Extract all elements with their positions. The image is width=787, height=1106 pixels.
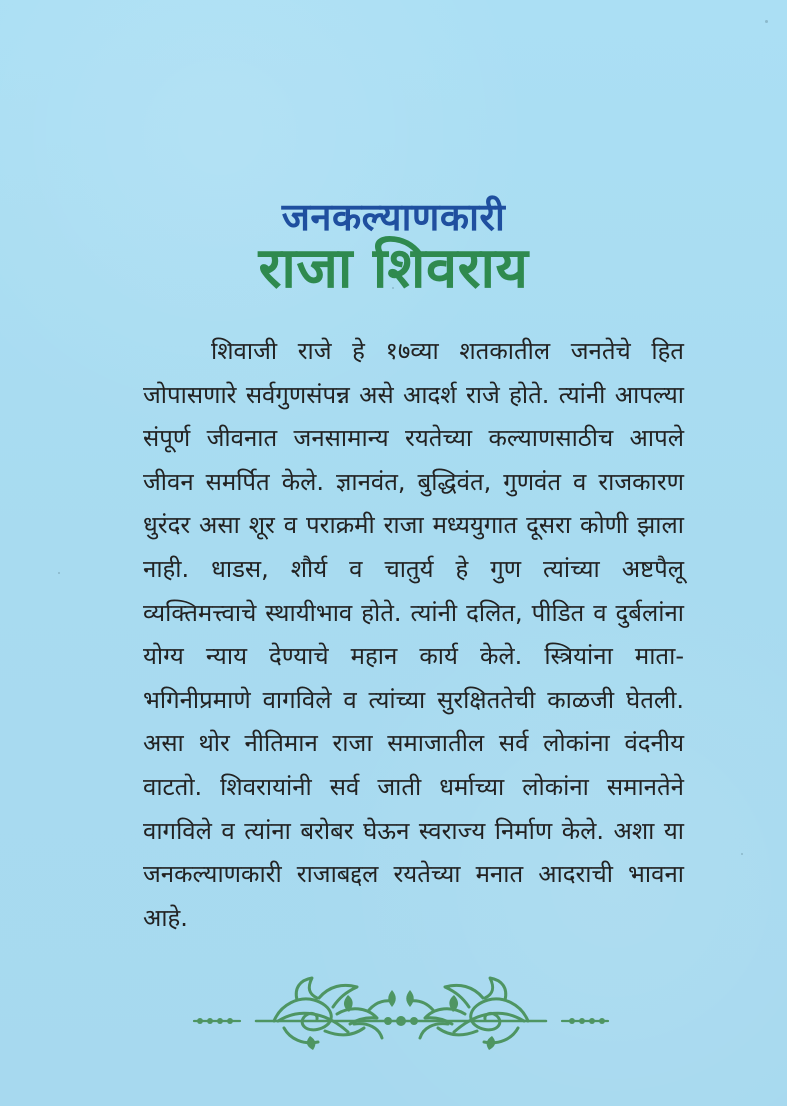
title-block <box>0 196 787 299</box>
title-top: जनकल्याणकारी <box>281 195 506 239</box>
floral-divider-icon <box>186 970 616 1056</box>
body-paragraph: शिवाजी राजे हे १७व्या शतकातील जनतेचे हित जोपासणारे सर्वगुणसंपन्न असे आदर्श राजे होते. त्यांनी आपल्या संपूर्ण जीवनात जनसामान्य रयतेच्या कल्याणसाठीच आपले जीवन समर्पित केले. ज्ञानवंत, बुद्धिवंत, गुणवंत व राजकारण धुरंदर असा शूर व पराक्रमी राजा मध्ययुगात दूसरा कोणी झाला नाही. धाडस, शौर्य व चातुर्य हे गुण त्यांच्या अष्टपैलू व्यक्तिमत्त्वाचे स्थायीभाव होते. त्यांनी दलित, पीडित व दुर्बलांना योग्य न्याय देण्याचे महान कार्य केले. स्त्रियांना माता-भगिनीप्रमाणे वागविले व त्यांच्या सुरक्षिततेची काळजी घेतली. असा थोर नीतिमान राजा समाजातील सर्व लोकांना वंदनीय वाटतो. शिवरायांनी सर्व जाती धर्माच्या लोकांना समानतेने वागविले व त्यांना बरोबर घेऊन स्वराज्य निर्माण केले. अशा या जनकल्याणकारी राजाबद्दल रयतेच्या मनात आदराची भावना आहे. <box>143 337 684 932</box>
paper-speck <box>58 572 60 574</box>
paper-speck <box>765 20 768 23</box>
paper-speck <box>741 853 743 855</box>
title-main: राजा शिवराय <box>258 236 529 301</box>
